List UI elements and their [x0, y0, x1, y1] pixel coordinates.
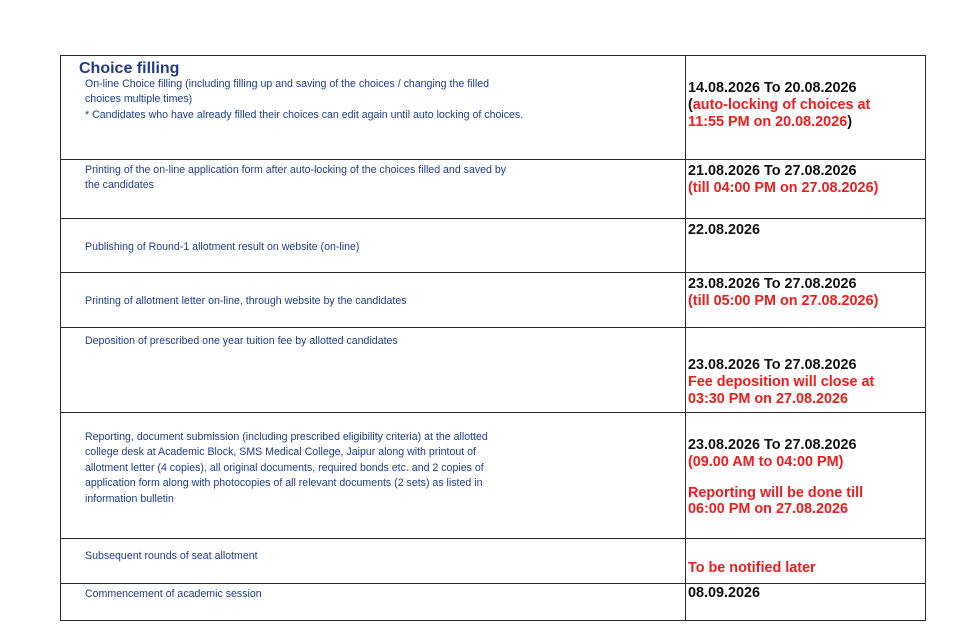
- row-description: [61, 56, 686, 159]
- table-row-academic-session: [61, 584, 925, 620]
- description-line: college desk at Academic Block, SMS Medical College, Jaipur along with printout of: [85, 446, 476, 459]
- description-line: choices multiple times): [85, 93, 193, 106]
- description-line: Publishing of Round-1 allotment result on website (on-line): [85, 241, 360, 253]
- row-description: [61, 219, 686, 272]
- date-range: 23.08.2026 To 27.08.2026: [688, 357, 857, 373]
- spacer: [688, 471, 921, 485]
- table-row-application-printing: [61, 160, 925, 219]
- date-note: Fee deposition will close at: [688, 373, 875, 390]
- row-dates: [686, 273, 925, 327]
- date-note: (09.00 AM to 04:00 PM): [688, 453, 844, 470]
- date-single: 08.09.2026: [688, 585, 761, 601]
- description-line: information bulletin: [85, 492, 174, 505]
- description-line: * Candidates who have already filled their choices can edit again until auto locking of choices.: [85, 108, 524, 121]
- description-line: Printing of allotment letter on-line, through website by the candidates: [85, 295, 407, 307]
- date-note: (till 05:00 PM on 27.08.2026): [688, 292, 879, 309]
- description-line: Reporting, document submission (including prescribed eligibility criteria) at the allotted: [85, 431, 488, 443]
- date-note: 11:55 PM on 20.08.2026): [688, 113, 852, 130]
- row-dates: [686, 219, 925, 272]
- date-note: (till 04:00 PM on 27.08.2026): [688, 179, 879, 196]
- row-description: [61, 160, 686, 218]
- table-row-allotment-letter: [61, 273, 925, 328]
- description-line: Commencement of academic session: [85, 588, 262, 600]
- date-note: To be notified later: [688, 560, 816, 576]
- row-dates: [686, 160, 925, 218]
- date-note: 06:00 PM on 27.08.2026: [688, 501, 848, 518]
- description-line: Deposition of prescribed one year tuition fee by allotted candidates: [85, 335, 398, 347]
- schedule-table: [60, 55, 926, 621]
- row-description: [61, 539, 686, 583]
- description-line: Printing of the on-line application form after auto-locking of the choices filled and saved by: [85, 164, 507, 176]
- date-note: 03:30 PM on 27.08.2026: [688, 390, 848, 407]
- row-dates: [686, 413, 925, 538]
- description-line: allotment letter (4 copies), all original documents, required bonds etc. and 2 copies of: [85, 461, 484, 474]
- date-range: 23.08.2026 To 27.08.2026: [688, 437, 857, 453]
- row-dates: [686, 56, 925, 159]
- description-line: Subsequent rounds of seat allotment: [85, 550, 258, 562]
- row-dates: [686, 584, 925, 620]
- row-description: [61, 328, 686, 412]
- row-description: [61, 273, 686, 327]
- date-note: Reporting will be done till: [688, 484, 864, 501]
- row-description: [61, 584, 686, 620]
- date-single: 22.08.2026: [688, 222, 761, 238]
- description-line: application form along with photocopies of all relevant documents (2 sets) as listed in: [85, 477, 483, 490]
- section-heading: Choice filling: [79, 60, 180, 77]
- date-note: (auto-locking of choices at: [688, 96, 871, 113]
- date-range: 23.08.2026 To 27.08.2026: [688, 276, 857, 292]
- date-range: 21.08.2026 To 27.08.2026: [688, 163, 857, 179]
- date-range: 14.08.2026 To 20.08.2026: [688, 80, 857, 96]
- description-line: the candidates: [85, 179, 154, 192]
- table-row-fee-deposition: [61, 328, 925, 413]
- table-row-reporting: [61, 413, 925, 539]
- row-dates: [686, 328, 925, 412]
- description-line: On-line Choice filling (including filling up and saving of the choices / changing the filled: [85, 78, 489, 90]
- table-row-round1-result: [61, 219, 925, 273]
- row-description: [61, 413, 686, 538]
- table-row-choice-filling: [61, 56, 925, 160]
- row-dates: [686, 539, 925, 583]
- table-row-subsequent-rounds: [61, 539, 925, 584]
